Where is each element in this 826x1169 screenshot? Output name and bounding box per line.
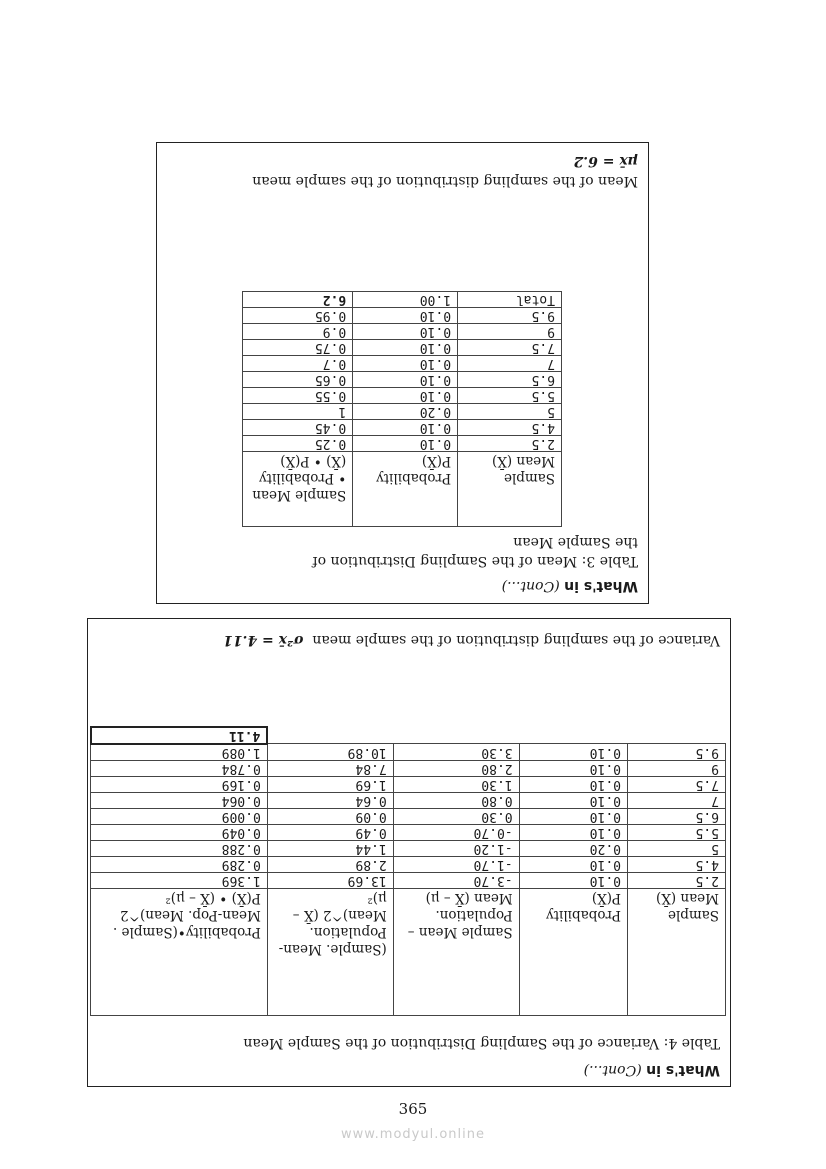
table-row: 2.5 0.10 0.25 [243, 436, 562, 452]
table-row: 7 0.10 0.80 0.64 0.064 [91, 793, 726, 809]
table4-total: 4.11 [91, 727, 267, 744]
table3-header-row [243, 452, 562, 527]
table3-col-sample-mean: Sample Mean (X̄) [458, 452, 562, 527]
table-row: 7.5 0.10 0.75 [243, 340, 562, 356]
table-row: 5.5 0.10 -0.70 0.49 0.049 [91, 825, 726, 841]
table3-col-product: Sample Mean • Probability (X̄) • P(X̄) [243, 452, 353, 527]
table-row: 9 0.10 0.9 [243, 324, 562, 340]
table-row: 4.5 0.10 -1.70 2.89 0.289 [91, 857, 726, 873]
table-row: 6.5 0.10 0.65 [243, 372, 562, 388]
table4-col-sample-mean: Sample Mean (X̄) [628, 889, 726, 1016]
table3-summary-text: Mean of the sampling distribution of the sample mean [252, 173, 638, 189]
table3-summary [218, 151, 638, 191]
watermark: www.modyul.online [340, 1127, 486, 1142]
table-row: 9 0.10 2.80 7.84 0.784 [91, 761, 726, 777]
table3-header-italic: (Cont...) [501, 578, 560, 594]
table4-col-squared: (Sample. Mean- Population. Mean)^2 (X̄ – μ)² [267, 889, 393, 1016]
page-number: 365 [398, 1100, 428, 1118]
table4-panel [87, 618, 731, 1087]
table4-col-deviation: Sample Mean – Population. Mean (X̄ – μ) [393, 889, 519, 1016]
table4-col-weighted: Probability•(Sample . Mean-Pop. Mean)^2 P(X̄) • (X̄ – μ)² [91, 889, 267, 1016]
table-row: 5.5 0.10 0.55 [243, 388, 562, 404]
table3-panel [156, 142, 649, 604]
table-row: 5 0.20 1 [243, 404, 562, 420]
table-row: 5 0.20 -1.20 1.44 0.288 [91, 841, 726, 857]
table3-header-bold: What's in [564, 578, 638, 594]
table4-summary-value: σ²x̄ = 4.11 [223, 632, 304, 648]
table4-header [584, 1062, 720, 1078]
table-row: 2.5 0.10 -3.70 13.69 1.369 [91, 873, 726, 889]
table-row: 6.5 0.10 0.30 0.09 0.009 [91, 809, 726, 825]
table4-summary [90, 632, 720, 648]
table4-col-probability: Probability P(X̄) [519, 889, 627, 1016]
table4-header-bold: What's in [646, 1062, 720, 1078]
table3-summary-value: μx̄ = 6.2 [573, 153, 638, 169]
table4 [90, 726, 726, 1016]
table-row: 9.5 0.10 3.30 10.89 1.089 [91, 744, 726, 761]
table-row: 7 0.10 0.7 [243, 356, 562, 372]
table4-header-italic: (Cont...) [583, 1062, 642, 1078]
table4-header-row [91, 889, 726, 1016]
table4-summary-text: Variance of the sampling distribution of the sample mean [312, 632, 720, 648]
table-row: 4.5 0.10 0.45 [243, 420, 562, 436]
table-row: 7.5 0.10 1.30 1.69 0.169 [91, 777, 726, 793]
table4-total-row [91, 727, 726, 744]
table3-total-row: Total 1.00 6.2 [243, 292, 562, 308]
table3-header [502, 578, 638, 594]
table3-caption: Table 3: Mean of the Sampling Distribution of the Sample Mean [312, 534, 638, 569]
table3-col-probability: Probability P(X̄) [353, 452, 458, 527]
table4-caption: Table 4: Variance of the Sampling Distribution of the Sample Mean [243, 1035, 720, 1051]
table-row: 9.5 0.10 0.95 [243, 308, 562, 324]
table3 [242, 291, 562, 527]
